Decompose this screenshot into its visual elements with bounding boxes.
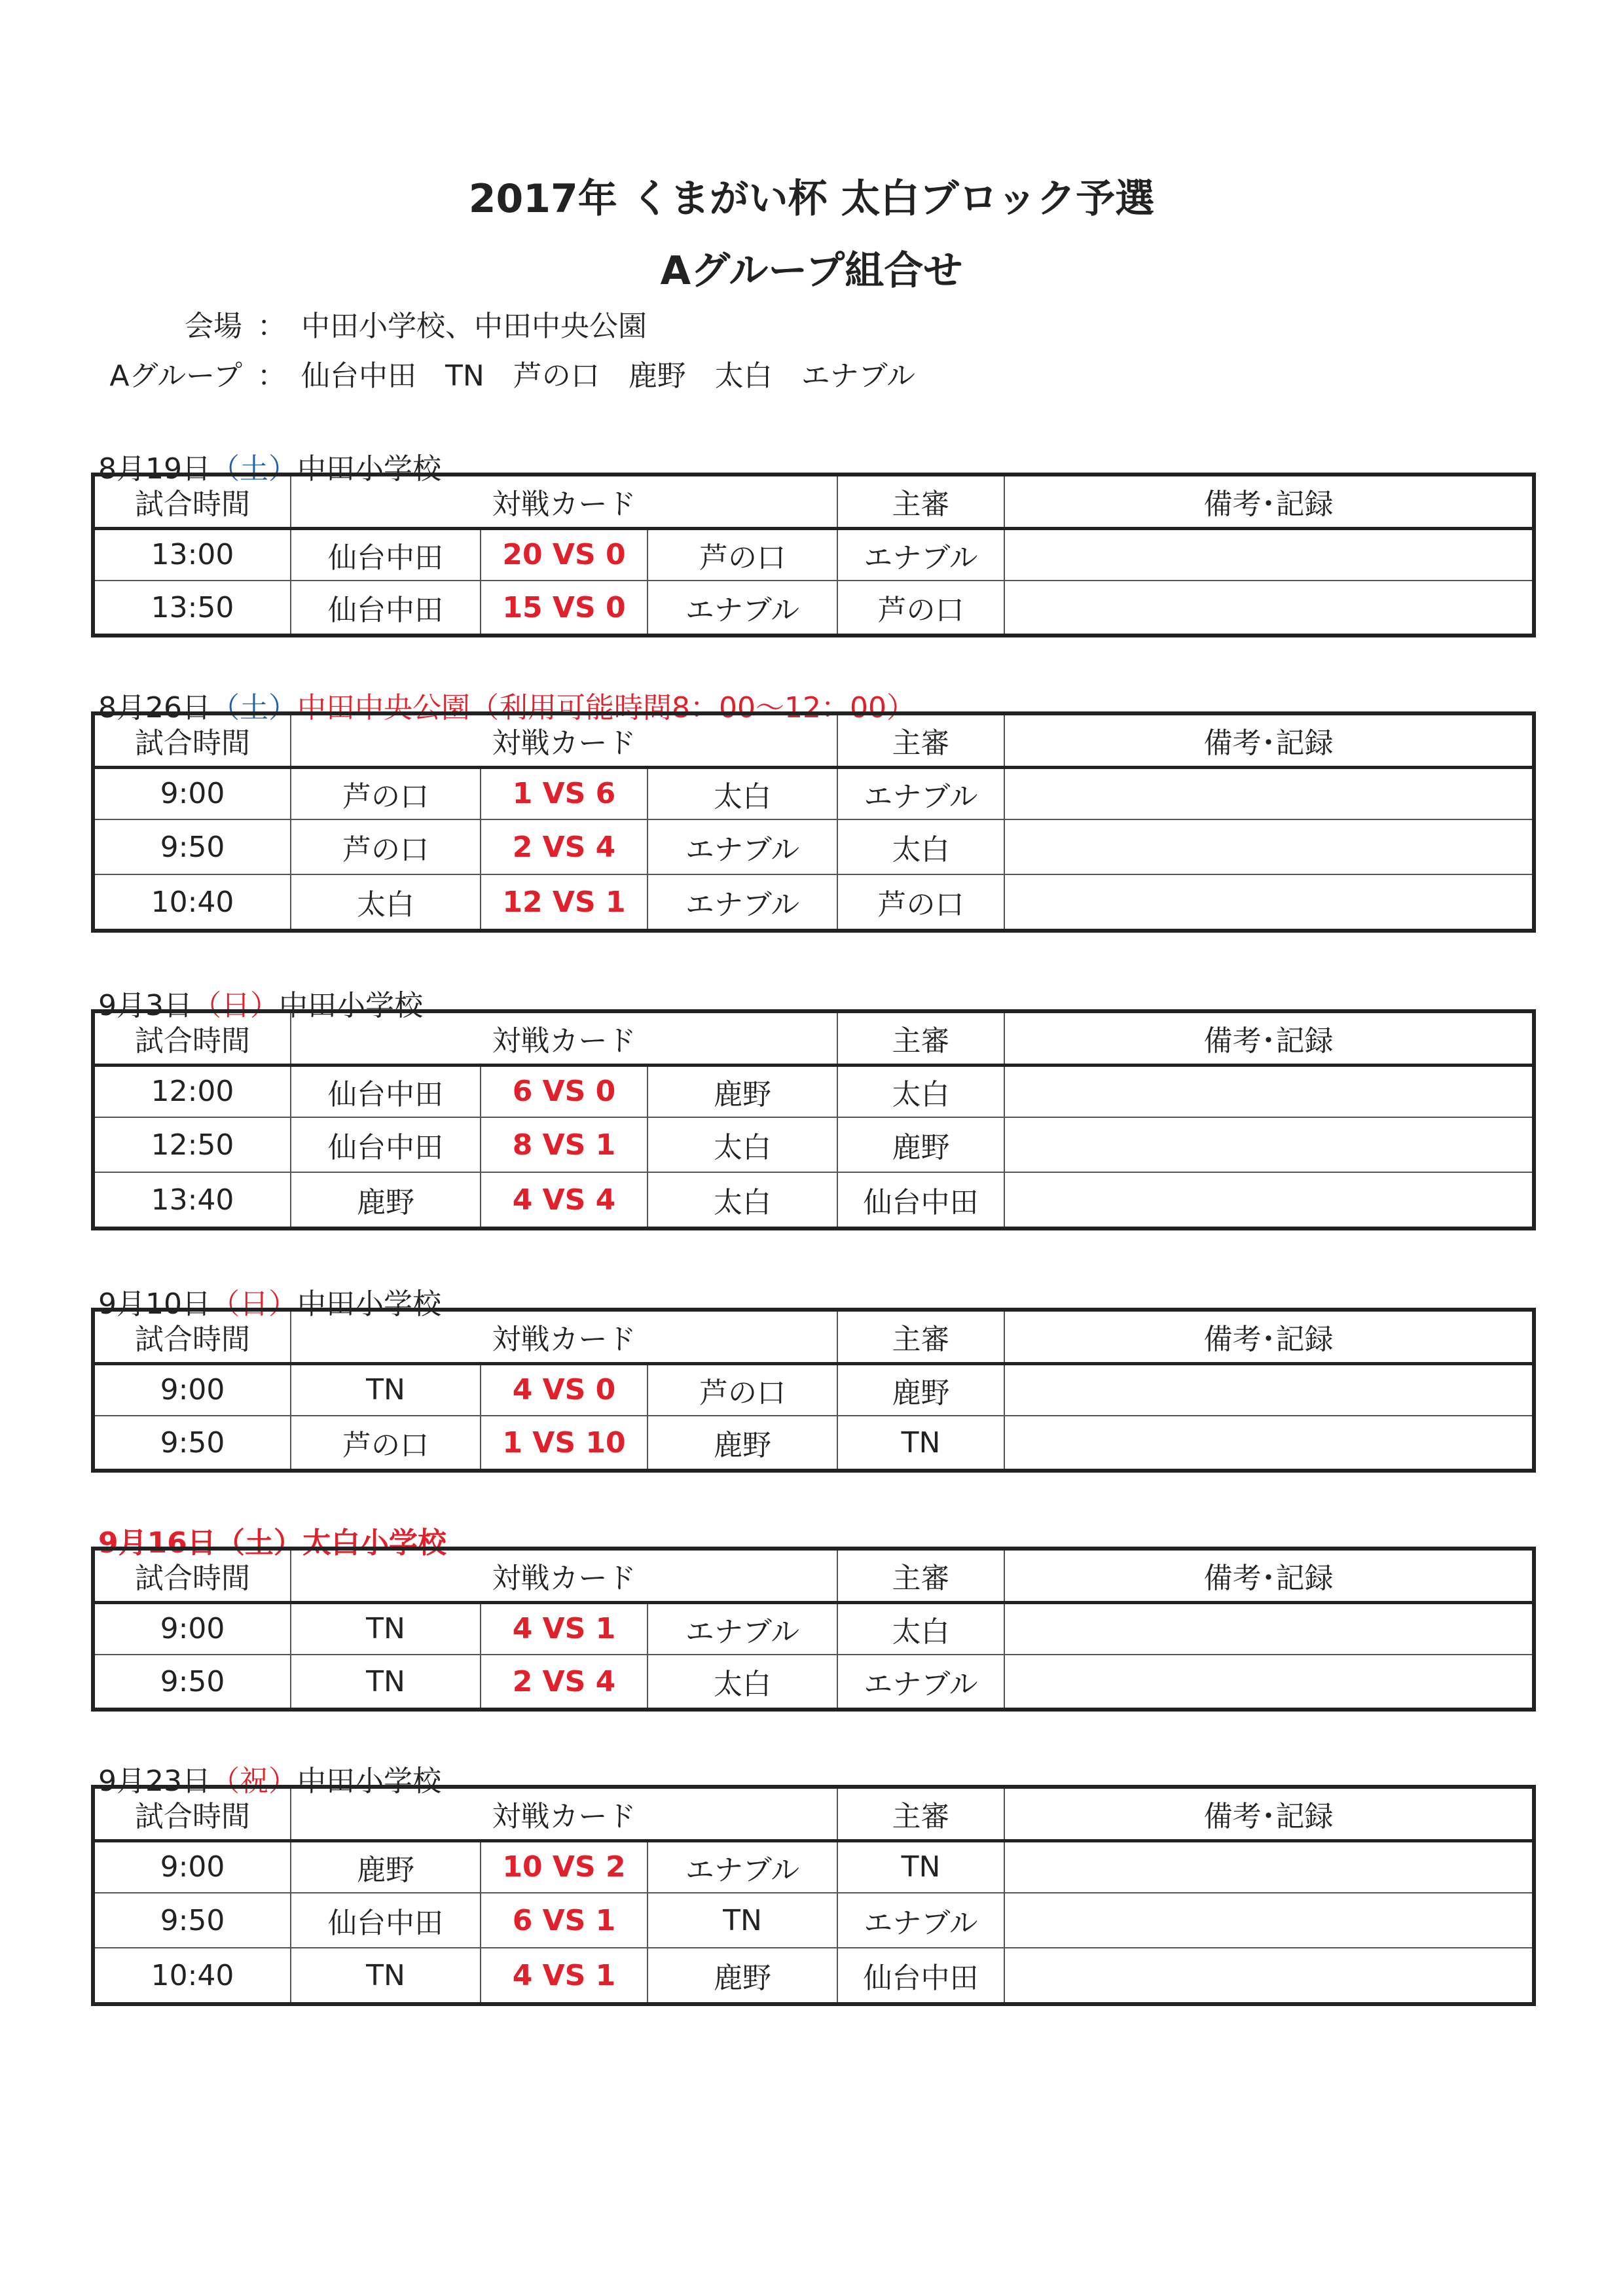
- referee: 仙台中田: [837, 1948, 1004, 2004]
- table-row: [93, 1948, 1534, 2004]
- table-row: [93, 1117, 1534, 1172]
- notes-cell: [1004, 1416, 1534, 1471]
- table-header-row: [93, 1787, 1534, 1840]
- match-score: 1 VS 10: [481, 1416, 647, 1471]
- home-team: 仙台中田: [291, 1065, 481, 1117]
- notes-cell: [1004, 1065, 1534, 1117]
- notes-cell: [1004, 1893, 1534, 1948]
- notes-cell: [1004, 1655, 1534, 1710]
- away-team: エナブル: [647, 819, 837, 874]
- referee: 鹿野: [837, 1363, 1004, 1416]
- header-match: 対戦カード: [291, 1310, 837, 1363]
- match-time: 9:00: [93, 1363, 291, 1416]
- away-team: エナブル: [647, 1602, 837, 1655]
- match-score: 6 VS 1: [481, 1893, 647, 1948]
- notes-cell: [1004, 819, 1534, 874]
- header-time: 試合時間: [93, 475, 291, 528]
- table-row: [93, 581, 1534, 636]
- match-score: 4 VS 1: [481, 1602, 647, 1655]
- header-referee: 主審: [837, 1310, 1004, 1363]
- referee: エナブル: [837, 767, 1004, 819]
- match-time: 12:00: [93, 1065, 291, 1117]
- header-time: 試合時間: [93, 713, 291, 767]
- away-team: 太白: [647, 1655, 837, 1710]
- referee: 芦の口: [837, 874, 1004, 931]
- schedule-table: [91, 1308, 1536, 1473]
- match-score: 4 VS 0: [481, 1363, 647, 1416]
- header-referee: 主審: [837, 1787, 1004, 1840]
- referee: 仙台中田: [837, 1172, 1004, 1229]
- away-team: エナブル: [647, 1840, 837, 1893]
- referee: 芦の口: [837, 581, 1004, 636]
- notes-cell: [1004, 1948, 1534, 2004]
- section-date: 9月16日: [98, 1526, 216, 1560]
- home-team: TN: [291, 1363, 481, 1416]
- section-day: （土）: [215, 1526, 302, 1560]
- referee: エナブル: [837, 1893, 1004, 1948]
- match-score: 6 VS 0: [481, 1065, 647, 1117]
- section-day: （土）: [210, 452, 297, 486]
- header-referee: 主審: [837, 1011, 1004, 1065]
- table-row: [93, 1893, 1534, 1948]
- header-notes: 備考･記録: [1004, 1011, 1534, 1065]
- match-time: 13:50: [93, 581, 291, 636]
- header-notes: 備考･記録: [1004, 475, 1534, 528]
- schedule-table: [91, 1785, 1536, 2006]
- header-referee: 主審: [837, 1549, 1004, 1602]
- away-team: 鹿野: [647, 1065, 837, 1117]
- away-team: 芦の口: [647, 1363, 837, 1416]
- table-row: [93, 1602, 1534, 1655]
- table-row: [93, 1363, 1534, 1416]
- notes-cell: [1004, 528, 1534, 581]
- schedule-table: [91, 1009, 1536, 1230]
- venue-value: 中田小学校、中田中央公園: [301, 310, 647, 343]
- home-team: 仙台中田: [291, 1893, 481, 1948]
- table-header-row: [93, 1310, 1534, 1363]
- referee: 太白: [837, 1602, 1004, 1655]
- home-team: TN: [291, 1602, 481, 1655]
- match-score: 4 VS 4: [481, 1172, 647, 1229]
- section-place: 中田小学校: [297, 1765, 441, 1798]
- match-score: 2 VS 4: [481, 1655, 647, 1710]
- table-row: [93, 819, 1534, 874]
- match-time: 10:40: [93, 874, 291, 931]
- away-team: 太白: [647, 1172, 837, 1229]
- section-place: 太白小学校: [302, 1526, 447, 1560]
- match-score: 10 VS 2: [481, 1840, 647, 1893]
- home-team: 芦の口: [291, 767, 481, 819]
- header-notes: 備考･記録: [1004, 1310, 1534, 1363]
- section-day: （日）: [192, 989, 279, 1022]
- match-score: 20 VS 0: [481, 528, 647, 581]
- table-header-row: [93, 1549, 1534, 1602]
- referee: エナブル: [837, 528, 1004, 581]
- section-place: 中田中央公園（利用可能時間8：00～12：00）: [297, 691, 915, 725]
- table-row: [93, 874, 1534, 931]
- match-score: 1 VS 6: [481, 767, 647, 819]
- table-row: [93, 1416, 1534, 1471]
- referee: 鹿野: [837, 1117, 1004, 1172]
- section-date: 9月3日: [98, 989, 192, 1022]
- notes-cell: [1004, 1117, 1534, 1172]
- section-place: 中田小学校: [297, 452, 441, 486]
- schedule-table: [91, 711, 1536, 933]
- section-date: 8月19日: [98, 452, 211, 486]
- group-label: Aグループ: [109, 359, 242, 393]
- match-score: 2 VS 4: [481, 819, 647, 874]
- header-time: 試合時間: [93, 1787, 291, 1840]
- header-time: 試合時間: [93, 1011, 291, 1065]
- match-time: 9:00: [93, 1602, 291, 1655]
- match-time: 9:50: [93, 1655, 291, 1710]
- referee: TN: [837, 1840, 1004, 1893]
- match-time: 13:00: [93, 528, 291, 581]
- away-team: エナブル: [647, 581, 837, 636]
- table-row: [93, 1065, 1534, 1117]
- home-team: 仙台中田: [291, 581, 481, 636]
- section-place: 中田小学校: [279, 989, 423, 1022]
- header-referee: 主審: [837, 475, 1004, 528]
- table-row: [93, 767, 1534, 819]
- match-time: 12:50: [93, 1117, 291, 1172]
- home-team: TN: [291, 1655, 481, 1710]
- match-score: 8 VS 1: [481, 1117, 647, 1172]
- away-team: 芦の口: [647, 528, 837, 581]
- section-day: （土）: [210, 691, 297, 725]
- home-team: 鹿野: [291, 1172, 481, 1229]
- page-subtitle: Aグループ組合せ: [660, 248, 963, 294]
- notes-cell: [1004, 1840, 1534, 1893]
- section-day: （祝）: [210, 1765, 297, 1798]
- header-time: 試合時間: [93, 1310, 291, 1363]
- match-time: 9:50: [93, 819, 291, 874]
- notes-cell: [1004, 874, 1534, 931]
- header-match: 対戦カード: [291, 1549, 837, 1602]
- group-colon: ：: [257, 359, 286, 393]
- match-score: 4 VS 1: [481, 1948, 647, 2004]
- table-row: [93, 1840, 1534, 1893]
- venue-label: 会場: [185, 310, 242, 343]
- referee: TN: [837, 1416, 1004, 1471]
- section-date: 8月26日: [98, 691, 211, 725]
- match-time: 9:00: [93, 767, 291, 819]
- table-row: [93, 528, 1534, 581]
- home-team: 仙台中田: [291, 528, 481, 581]
- header-match: 対戦カード: [291, 713, 837, 767]
- section-place: 中田小学校: [297, 1287, 441, 1321]
- home-team: 太白: [291, 874, 481, 931]
- match-time: 9:00: [93, 1840, 291, 1893]
- away-team: 鹿野: [647, 1416, 837, 1471]
- schedule-table: [91, 473, 1536, 637]
- header-match: 対戦カード: [291, 475, 837, 528]
- notes-cell: [1004, 1363, 1534, 1416]
- section-date: 9月10日: [98, 1287, 211, 1321]
- header-match: 対戦カード: [291, 1787, 837, 1840]
- match-time: 13:40: [93, 1172, 291, 1229]
- venue-colon: ：: [257, 310, 286, 343]
- notes-cell: [1004, 581, 1534, 636]
- group-line: [98, 352, 915, 394]
- home-team: 芦の口: [291, 819, 481, 874]
- section-date: 9月23日: [98, 1765, 211, 1798]
- notes-cell: [1004, 1602, 1534, 1655]
- referee: 太白: [837, 1065, 1004, 1117]
- match-score: 12 VS 1: [481, 874, 647, 931]
- header-match: 対戦カード: [291, 1011, 837, 1065]
- table-header-row: [93, 713, 1534, 767]
- home-team: TN: [291, 1948, 481, 2004]
- away-team: 太白: [647, 767, 837, 819]
- section-day: （日）: [210, 1287, 297, 1321]
- notes-cell: [1004, 767, 1534, 819]
- header-notes: 備考･記録: [1004, 1787, 1534, 1840]
- match-time: 10:40: [93, 1948, 291, 2004]
- match-score: 15 VS 0: [481, 581, 647, 636]
- venue-line: [98, 302, 647, 344]
- group-value: 仙台中田 TN 芦の口 鹿野 太白 エナブル: [301, 359, 916, 393]
- match-time: 9:50: [93, 1893, 291, 1948]
- header-time: 試合時間: [93, 1549, 291, 1602]
- table-row: [93, 1172, 1534, 1229]
- away-team: TN: [647, 1893, 837, 1948]
- away-team: 鹿野: [647, 1948, 837, 2004]
- header-notes: 備考･記録: [1004, 1549, 1534, 1602]
- away-team: 太白: [647, 1117, 837, 1172]
- referee: エナブル: [837, 1655, 1004, 1710]
- match-time: 9:50: [93, 1416, 291, 1471]
- schedule-table: [91, 1547, 1536, 1712]
- header-notes: 備考･記録: [1004, 713, 1534, 767]
- notes-cell: [1004, 1172, 1534, 1229]
- page-title: 2017年 くまがい杯 太白ブロック予選: [468, 176, 1155, 222]
- header-referee: 主審: [837, 713, 1004, 767]
- table-row: [93, 1655, 1534, 1710]
- table-header-row: [93, 475, 1534, 528]
- table-header-row: [93, 1011, 1534, 1065]
- away-team: エナブル: [647, 874, 837, 931]
- home-team: 芦の口: [291, 1416, 481, 1471]
- home-team: 鹿野: [291, 1840, 481, 1893]
- home-team: 仙台中田: [291, 1117, 481, 1172]
- referee: 太白: [837, 819, 1004, 874]
